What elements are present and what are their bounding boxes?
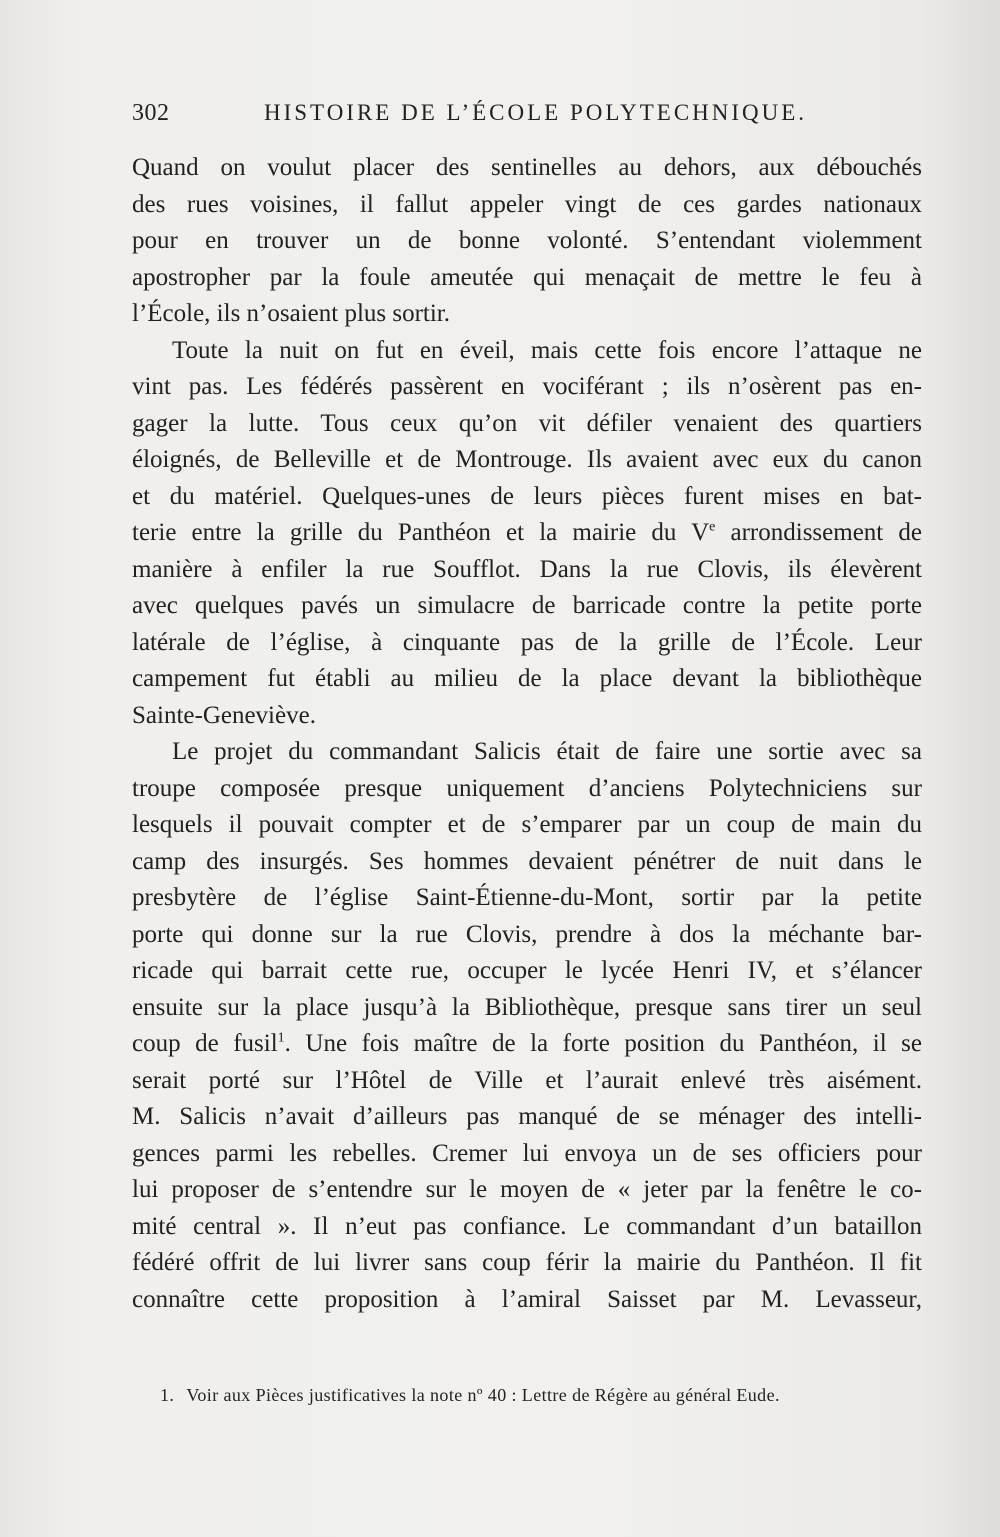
text-line: des rues voisines, il fallut appeler vingt de ces gardes nationaux [132,190,922,218]
text-line: lesquels il pouvait compter et de s’emparer par un coup de main du [132,811,922,838]
text-line: camp des insurgés. Ses hommes devaient pénétrer de nuit dans le [132,847,922,875]
text-line: vint pas. Les fédérés passèrent en vociférant ; ils n’osèrent pas en- [132,373,922,400]
text-line-end: arrondissement de [715,519,922,546]
body-text [132,150,922,1318]
text-line: campement fut établi au milieu de la place devant la bibliothèque [132,665,922,692]
text-line: fédéré offrit de lui livrer sans coup férir la mairie du Panthéon. Il fit [132,1249,922,1276]
text-line-start: coup de fusil [132,1030,278,1057]
superscript: e [709,519,716,535]
text-line [132,1026,922,1063]
text-line: mité central ». Il n’eut pas confiance. Le commandant d’un bataillon [132,1212,922,1240]
text-line: éloignés, de Belleville et de Montrouge. Ils avaient avec eux du canon [132,446,922,473]
text-line: gences parmi les rebelles. Cremer lui envoya un de ses officiers pour [132,1139,922,1167]
text-line: l’École, ils n’osaient plus sortir. [132,300,451,327]
text-line: ensuite sur la place jusqu’à la Bibliothèque, presque sans tirer un seul [132,993,922,1021]
text-line: et du matériel. Quelques-unes de leurs pièces furent mises en bat- [132,482,922,510]
text-line: troupe composée presque uniquement d’anciens Polytechniciens sur [132,774,922,802]
text-line: lui proposer de s’entendre sur le moyen de « jeter par la fenêtre le co- [132,1176,922,1203]
text-line: gager la lutte. Tous ceux qu’on vit défiler venaient des quartiers [132,409,922,437]
footnote-number: 1. [160,1385,175,1405]
text-line [132,515,922,552]
text-line: connaître cette proposition à l’amiral Saisset par M. Levasseur, [132,1285,922,1313]
text-line: pour en trouver un de bonne volonté. S’entendant violemment [132,227,922,254]
footnote-text: Voir aux Pièces justificatives la note nº 40 : Lettre de Régère au général Eude. [186,1385,780,1405]
text-line: latérale de l’église, à cinquante pas de la grille de l’École. Leur [132,628,922,656]
running-title: HISTOIRE DE L’ÉCOLE POLYTECHNIQUE. [264,100,808,125]
text-line: Toute la nuit on fut en éveil, mais cette fois encore l’attaque ne [172,336,922,364]
text-line: presbytère de l’église Saint-Étienne-du-Mont, sortir par la petite [132,884,922,911]
text-line: ricade qui barrait cette rue, occuper le lycée Henri IV, et s’élancer [132,957,922,984]
text-line: M. Salicis n’avait d’ailleurs pas manqué de se ménager des intelli- [132,1103,922,1130]
footnote [160,1382,920,1408]
text-line: Quand on voulut placer des sentinelles au dehors, aux débouchés [132,154,922,181]
page-number: 302 [132,100,170,126]
text-line: Sainte-Geneviève. [132,701,316,729]
text-line-end: . Une fois maître de la forte position du Panthéon, il se [284,1030,922,1057]
running-head [132,100,922,136]
text-line: porte qui donne sur la rue Clovis, prendre à dos la méchante bar- [132,920,922,948]
text-line: manière à enfiler la rue Soufflot. Dans la rue Clovis, ils élevèrent [132,555,922,583]
text-line: avec quelques pavés un simulacre de barricade contre la petite porte [132,592,922,619]
text-line: apostropher par la foule ameutée qui menaçait de mettre le feu à [132,263,922,291]
text-line: serait porté sur l’Hôtel de Ville et l’aurait enlevé très aisément. [132,1066,922,1094]
text-line: Le projet du commandant Salicis était de faire une sortie avec sa [172,738,922,765]
footnote-marker: 1 [277,1030,285,1046]
text-line-start: terie entre la grille du Panthéon et la mairie du V [132,519,710,546]
